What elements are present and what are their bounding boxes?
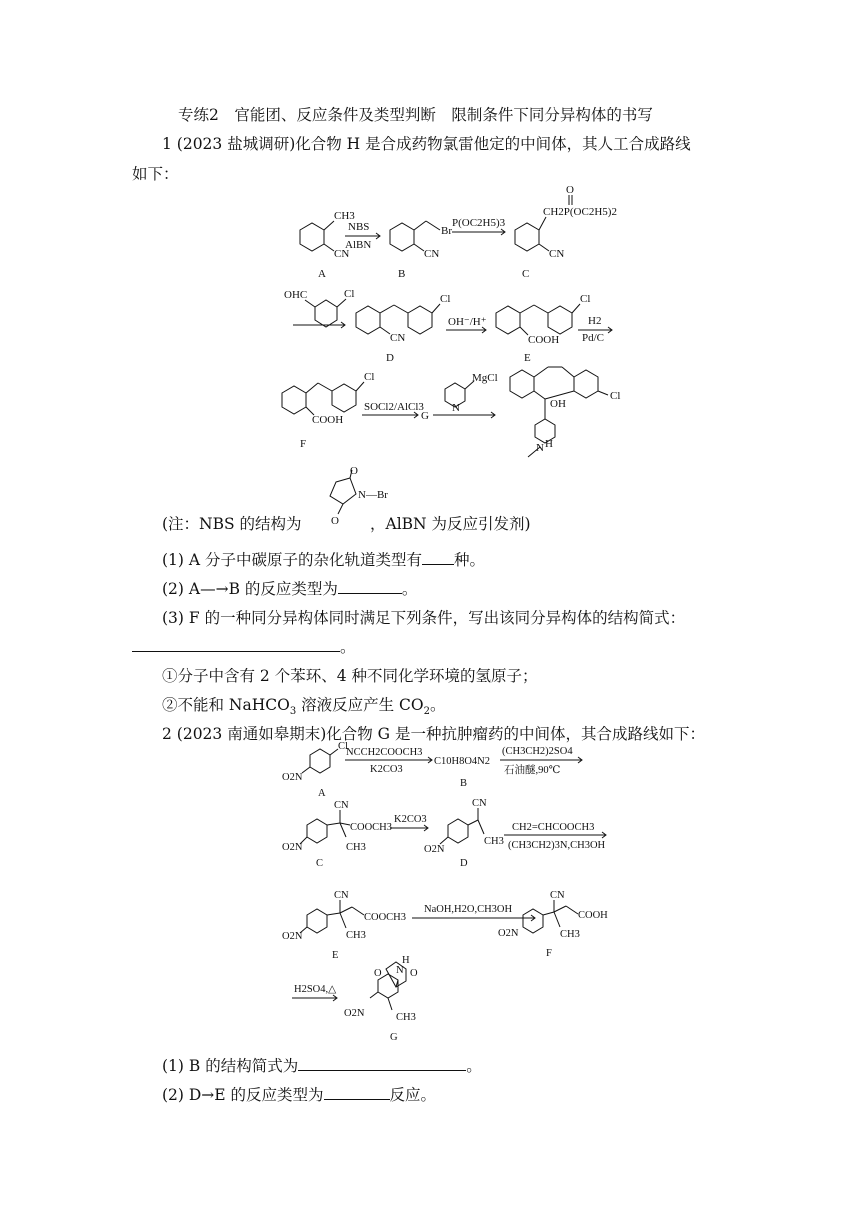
q2-o2n-f: O2N <box>498 928 519 939</box>
q1-p-reagent: P(OC2H5)3 <box>452 217 506 229</box>
q1-cl-f: Cl <box>364 371 375 383</box>
q1-condition-1: ①分子中含有 2 个苯环、4 种不同化学环境的氢原子； <box>162 667 538 685</box>
nbs-o-bottom: O <box>331 515 339 527</box>
q1-pdc: Pd/C <box>582 332 605 344</box>
q2-o2n-a: O2N <box>282 772 303 783</box>
q2-r1-bottom: K2CO3 <box>370 764 403 775</box>
q1-note-suffix: ，AlBN 为反应引发剂) <box>370 515 531 533</box>
q2-r2-top: (CH3CH2)2SO4 <box>502 746 573 757</box>
q1-label-d: D <box>386 352 394 364</box>
q2-cn-d: CN <box>472 798 487 809</box>
q2-cooh-f: COOH <box>578 910 608 921</box>
q1-condition-2: ②不能和 NaHCO$_3$ 溶液反应产生 $CO_2$。 <box>162 696 446 718</box>
q1-label-g: G <box>421 410 429 422</box>
q2-r4-top: CH2=CHCOOCH3 <box>512 822 595 833</box>
q1-mgcl: MgCl <box>472 372 498 384</box>
q1-cn-d: CN <box>390 332 406 344</box>
q2-r2-bottom: 石油醚,90℃ <box>504 765 561 776</box>
q1-label-b: B <box>398 268 406 280</box>
q2-intro: 2 (2023 南通如皋期末)化合物 G 是一种抗肿瘤药的中间体，其合成路线如下： <box>162 725 705 743</box>
q2-ch3-g: CH3 <box>396 1012 416 1023</box>
q1-part3: (3) F 的一种同分异构体同时满足下列条件，写出该同分异构体的结构简式： <box>162 609 686 627</box>
q1-o: O <box>566 184 574 196</box>
q2-cn-e: CN <box>334 890 349 901</box>
q2-ch3-f: CH3 <box>560 929 580 940</box>
q1-cn: CN <box>334 248 350 260</box>
q2-label-e: E <box>332 950 339 961</box>
q2-part1: (1) B 的结构简式为 。 <box>162 1057 482 1075</box>
q2-label-b: B <box>460 778 468 789</box>
q1-ch3: CH3 <box>334 210 355 222</box>
q2-ch3-e: CH3 <box>346 930 366 941</box>
q2-cl-a: Cl <box>338 741 348 752</box>
q2-o2n-e: O2N <box>282 931 303 942</box>
q2-label-c: C <box>316 858 324 869</box>
q2-o2n-c: O2N <box>282 842 303 853</box>
q1-label-a: A <box>318 268 326 280</box>
q2-o1-g: O <box>374 968 382 979</box>
q1-part2: (2) A—→B 的反应类型为 。 <box>162 580 418 598</box>
q1-label-h: H <box>545 438 553 450</box>
q2-synthesis-scheme <box>0 740 860 1050</box>
q2-r1-top: NCCH2COOCH3 <box>346 747 423 758</box>
q2-r6-top: H2SO4,△ <box>294 984 337 995</box>
q1-cl-reagent: Cl <box>344 288 355 300</box>
q2-part2: (2) D→E 的反应类型为 反应。 <box>162 1086 437 1104</box>
q2-cooch3-e: COOCH3 <box>364 912 407 923</box>
q2-cn-c: CN <box>334 800 349 811</box>
q1-h2: H2 <box>588 315 602 327</box>
q1-aibn: AlBN <box>345 239 372 251</box>
q1-n-h: N <box>536 442 544 454</box>
q2-n-g: N <box>396 965 404 976</box>
q1-oh-h: OH⁻/H⁺ <box>448 316 487 328</box>
q1-cl-h: Cl <box>610 390 621 402</box>
q2-o2n-d: O2N <box>424 844 445 855</box>
q1-part3-answer: 。 <box>132 637 356 657</box>
q1-nbs: NBS <box>348 221 370 233</box>
nbs-nbr: N—Br <box>358 489 388 501</box>
q1-intro-line2: 如下： <box>132 165 179 183</box>
q2-label-a: A <box>318 788 326 799</box>
q1-part1: (1) A 分子中碳原子的杂化轨道类型有 种。 <box>162 551 486 569</box>
q1-cooh-f: COOH <box>312 414 344 426</box>
q1-synthesis-scheme <box>0 185 860 515</box>
page-title: 专练2 官能团、反应条件及类型判断 限制条件下同分异构体的书写 <box>178 106 653 124</box>
q1-label-f: F <box>300 438 307 450</box>
q1-ch2p: CH2P(OC2H5)2 <box>543 206 617 218</box>
q1-socl2: SOCl2/AlCl3 <box>364 401 424 413</box>
q1-cl-d: Cl <box>440 293 451 305</box>
q2-o2-g: O <box>410 968 418 979</box>
q1-cl-e: Cl <box>580 293 591 305</box>
q2-label-f: F <box>546 948 552 959</box>
q1-ohc: OHC <box>284 289 308 301</box>
q1-br: Br <box>441 225 452 237</box>
q1-cn-c: CN <box>549 248 565 260</box>
q1-label-c: C <box>522 268 530 280</box>
q2-o2n-g: O2N <box>344 1008 365 1019</box>
q2-label-g: G <box>390 1032 398 1043</box>
q2-cn-f: CN <box>550 890 565 901</box>
q1-intro-line1: 1 (2023 盐城调研)化合物 H 是合成药物氯雷他定的中间体，其人工合成路线 <box>162 135 691 153</box>
q1-oh: OH <box>550 398 566 410</box>
q1-cooh-e: COOH <box>528 334 560 346</box>
q2-r4-bottom: (CH3CH2)3N,CH3OH <box>508 840 606 851</box>
q1-note-prefix: (注：NBS 的结构为 <box>162 515 302 533</box>
q2-b-formula: C10H8O4N2 <box>434 756 491 767</box>
q1-n-grignard: N <box>452 402 460 414</box>
q2-h-g: H <box>402 955 410 966</box>
q2-r5-top: NaOH,H2O,CH3OH <box>424 904 513 915</box>
nbs-o-top: O <box>350 465 358 477</box>
q2-label-d: D <box>460 858 468 869</box>
q2-k2co3: K2CO3 <box>394 814 427 825</box>
q2-cooch3-c: COOCH3 <box>350 822 393 833</box>
q1-label-e: E <box>524 352 531 364</box>
q1-cn-b: CN <box>424 248 440 260</box>
q2-ch3-d: CH3 <box>484 836 504 847</box>
q2-ch3-c: CH3 <box>346 842 366 853</box>
